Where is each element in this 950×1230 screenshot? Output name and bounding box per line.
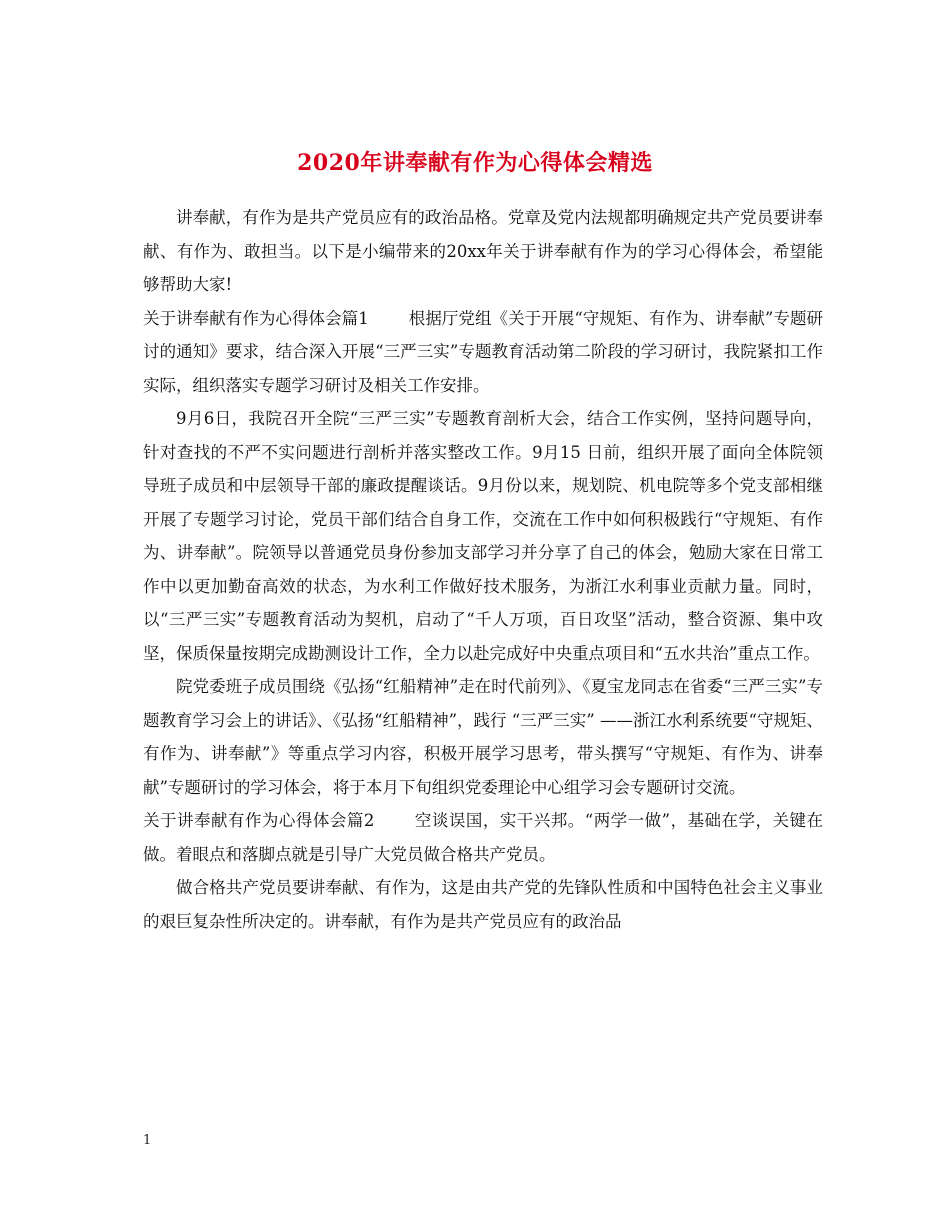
body-paragraph: 做合格共产党员要讲奉献、有作为，这是由共产党的先锋队性质和中国特色社会主义事业的艰巨复杂性所决定的。讲奉献，有作为是共产党员应有的政治品 [143, 878, 823, 931]
section-2-text: 空谈误国，实干兴邦。“两学一做”，基础在学，关键在做。着眼点和落脚点就是引导广大党员做合格共产党员。 [143, 811, 823, 864]
document-body [143, 201, 823, 938]
intro-paragraph: 讲奉献，有作为是共产党员应有的政治品格。党章及党内法规都明确规定共产党员要讲奉献、有作为、敢担当。以下是小编带来的20xx年关于讲奉献有作为的学习心得体会，希望能够帮助大家! [143, 208, 823, 294]
section-2-heading: 关于讲奉献有作为心得体会篇2 [143, 811, 375, 830]
document-title: 2020年讲奉献有作为心得体会精选 [297, 149, 653, 176]
section-1-text: 根据厅党组《关于开展“守规矩、有作为、讲奉献”专题研讨的通知》要求，结合深入开展“三严三实”专题教育活动第二阶段的学习研讨，我院紧扣工作实际，组织落实专题学习研讨及相关工作安排。 [143, 308, 824, 395]
body-paragraph: 9月6日，我院召开全院“三严三实”专题教育剖析大会，结合工作实例，坚持问题导向，针对查找的不严不实问题进行剖析并落实整改工作。9月15 日前，组织开展了面向全体院领导班子成员和中层领导干部的廉政提醒谈话。9月份以来，规划院、机电院等多个党支部相继开展了专题学习讨论，党员干部们结合自身工作，交流在工作中如何积极践行“守规矩、有作为、讲奉献”。院领导以普通党员身份参加支部学习并分享了自己的体会，勉励大家在日常工作中以更加勤奋高效的状态，为水利工作做好技术服务，为浙江水利事业贡献力量。同时，以“三严三实”专题教育活动为契机，启动了“千人万项，百日攻坚”活动，整合资源、集中攻坚，保质保量按期完成勘测设计工作，全力以赴完成好中央重点项目和“五水共治”重点工作。 [143, 409, 823, 663]
page-number: 1 [143, 1133, 152, 1148]
section-2-paragraph [143, 804, 823, 871]
body-paragraph: 院党委班子成员围绕《弘扬“红船精神”走在时代前列》、《夏宝龙同志在省委“三严三实”专题教育学习会上的讲话》、《弘扬“红船精神”，践行 “三严三实” ——浙江水利系统要“守规矩、有作为、讲奉献”》等重点学习内容，积极开展学习思考，带头撰写“守规矩、有作为、讲奉献”专题研讨的学习体会，将于本月下旬组织党委理论中心组学习会专题研讨交流。 [143, 677, 823, 797]
section-1-paragraph [143, 302, 823, 403]
section-1-heading: 关于讲奉献有作为心得体会篇1 [143, 308, 369, 328]
